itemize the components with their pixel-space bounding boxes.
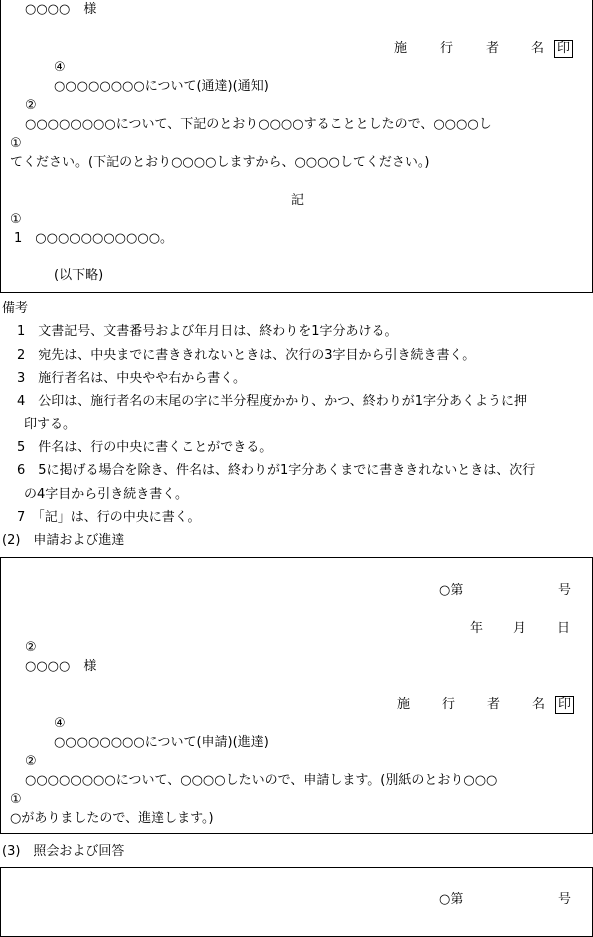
note-mark-2b: ② — [25, 754, 37, 769]
issuer-char-1: 施 — [394, 41, 408, 56]
note-mark-1: ① — [10, 792, 22, 807]
note-line: 6 5に掲げる場合を除き、件名は、終わりが1字分あくまでに書ききれないときは、次行 — [17, 463, 536, 478]
notes-heading: 備考 — [2, 301, 29, 316]
date-day: 日 — [557, 621, 571, 636]
example-document-box-2 — [0, 557, 593, 834]
note-mark-4: ④ — [54, 60, 66, 75]
note-line: 7 「記」は、行の中央に書く。 — [17, 510, 201, 525]
item-1: 1 ○○○○○○○○○○○。 — [14, 231, 174, 246]
date-month: 月 — [513, 621, 527, 636]
doc-number-suffix: 号 — [558, 583, 572, 598]
note-mark-1: ① — [10, 136, 22, 151]
note-mark-1b: ① — [10, 212, 22, 227]
issuer-char-4: 名 — [532, 697, 546, 712]
doc-number-prefix: ○第 — [439, 892, 464, 907]
issuer-char-2: 行 — [440, 41, 454, 56]
doc-number-prefix: ○第 — [439, 583, 464, 598]
issuer-char-2: 行 — [442, 697, 456, 712]
official-seal: 印 — [554, 40, 573, 58]
subject-line: ○○○○○○○○について(申請)(進達) — [54, 735, 269, 750]
note-mark-2: ② — [25, 98, 37, 113]
issuer-char-1: 施 — [397, 697, 411, 712]
section-2-heading: (2) 申請および進達 — [2, 533, 125, 548]
example-document-box-1 — [0, 0, 593, 293]
note-line: 5 件名は、行の中央に書くことができる。 — [17, 440, 273, 455]
note-line: 3 施行者名は、中央やや右から書く。 — [17, 371, 247, 386]
note-line-continued: 印する。 — [24, 417, 77, 432]
body-line-1: ○○○○○○○○について、下記のとおり○○○○することとしたので、○○○○し — [25, 117, 492, 132]
issuer-char-3: 者 — [487, 697, 501, 712]
official-seal: 印 — [555, 696, 574, 714]
body-line-2: てください。(下記のとおり○○○○しますから、○○○○してください。) — [10, 155, 430, 170]
note-line: 2 宛先は、中央までに書ききれないときは、次行の3字目から引き続き書く。 — [17, 348, 476, 363]
note-mark-2: ② — [25, 640, 37, 655]
note-line: 1 文書記号、文書番号および年月日は、終わりを1字分あける。 — [17, 324, 398, 339]
omitted-note: (以下略) — [54, 268, 104, 283]
date-year: 年 — [470, 621, 484, 636]
section-3-heading: (3) 照会および回答 — [2, 844, 125, 859]
body-line-2: ○がありましたので、進達します。) — [10, 811, 214, 826]
addressee: ○○○○ 様 — [25, 659, 97, 674]
note-line-continued: の4字目から引き続き書く。 — [24, 487, 189, 502]
note-mark-4: ④ — [54, 716, 66, 731]
note-line: 4 公印は、施行者名の末尾の字に半分程度かかり、かつ、終わりが1字分あくように押 — [17, 394, 528, 409]
issuer-char-4: 名 — [531, 41, 545, 56]
body-line-1: ○○○○○○○○について、○○○○したいので、申請します。(別紙のとおり○○○ — [25, 773, 498, 788]
issuer-char-3: 者 — [486, 41, 500, 56]
example-document-box-3 — [0, 867, 593, 937]
subject-line: ○○○○○○○○について(通達)(通知) — [54, 79, 269, 94]
ki-heading: 記 — [291, 193, 305, 208]
doc-number-suffix: 号 — [558, 892, 572, 907]
addressee: ○○○○ 様 — [25, 2, 97, 17]
